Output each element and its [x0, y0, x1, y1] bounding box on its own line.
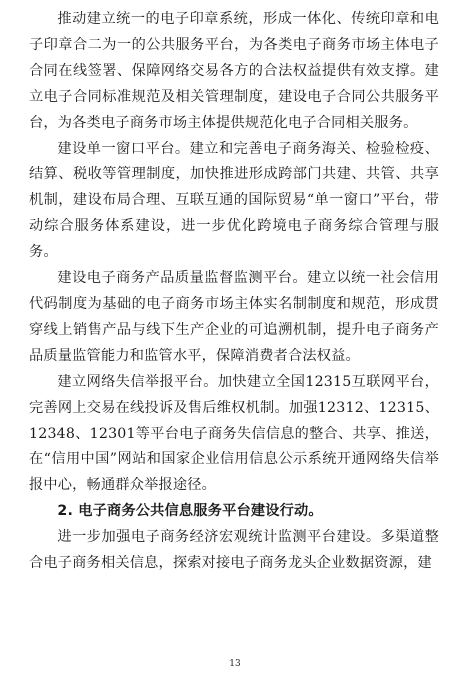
- paragraph-dishonesty-reporting: 建立网络失信举报平台。加快建立全国12315互联网平台，完善网上交易在线投诉及售后维权机制。加强12312、12315、12348、12301等平台电子商务失信信息的整合、共享、推送，在“信用中国”网站和国家企业信用信息公示系统开通网络失信举报中心，畅通群众举报途径。: [29, 373, 439, 494]
- page-number: 13: [229, 659, 241, 669]
- paragraph-quality-monitoring: 建设电子商务产品质量监督监测平台。建立以统一社会信用代码制度为基础的电子商务市场主体实名制制度和规范，形成贯穿线上销售产品与线下生产企业的可追溯机制，提升电子商务产品质量监管能力和监管水平，保障消费者合法权益。: [29, 270, 439, 364]
- document-body: [29, 7, 439, 577]
- section-heading: 2. 电子商务公共信息服务平台建设行动。: [57, 503, 323, 520]
- paragraph-e-seal: 推动建立统一的电子印章系统，形成一体化、传统印章和电子印章合二为一的公共服务平台，为各类电子商务市场主体电子合同在线签署、保障网络交易各方的合法权益提供有效支撑。建立电子合同标准规范及相关管理制度，建设电子合同公共服务平台，为各类电子商务市场主体提供规范化电子合同相关服务。: [29, 11, 439, 131]
- paragraph-single-window: 建设单一窗口平台。建立和完善电子商务海关、检验检疫、结算、税收等管理制度，加快推进形成跨部门共建、共管、共享机制，建设布局合理、互联互通的国际贸易“单一窗口”平台，带动综合服务体系建设，进一步优化跨境电子商务综合管理与服务。: [29, 140, 439, 261]
- paragraph-statistics-monitoring: 进一步加强电子商务经济宏观统计监测平台建设。多渠道整合电子商务相关信息，探索对接电子商务龙头企业数据资源，建: [29, 529, 439, 572]
